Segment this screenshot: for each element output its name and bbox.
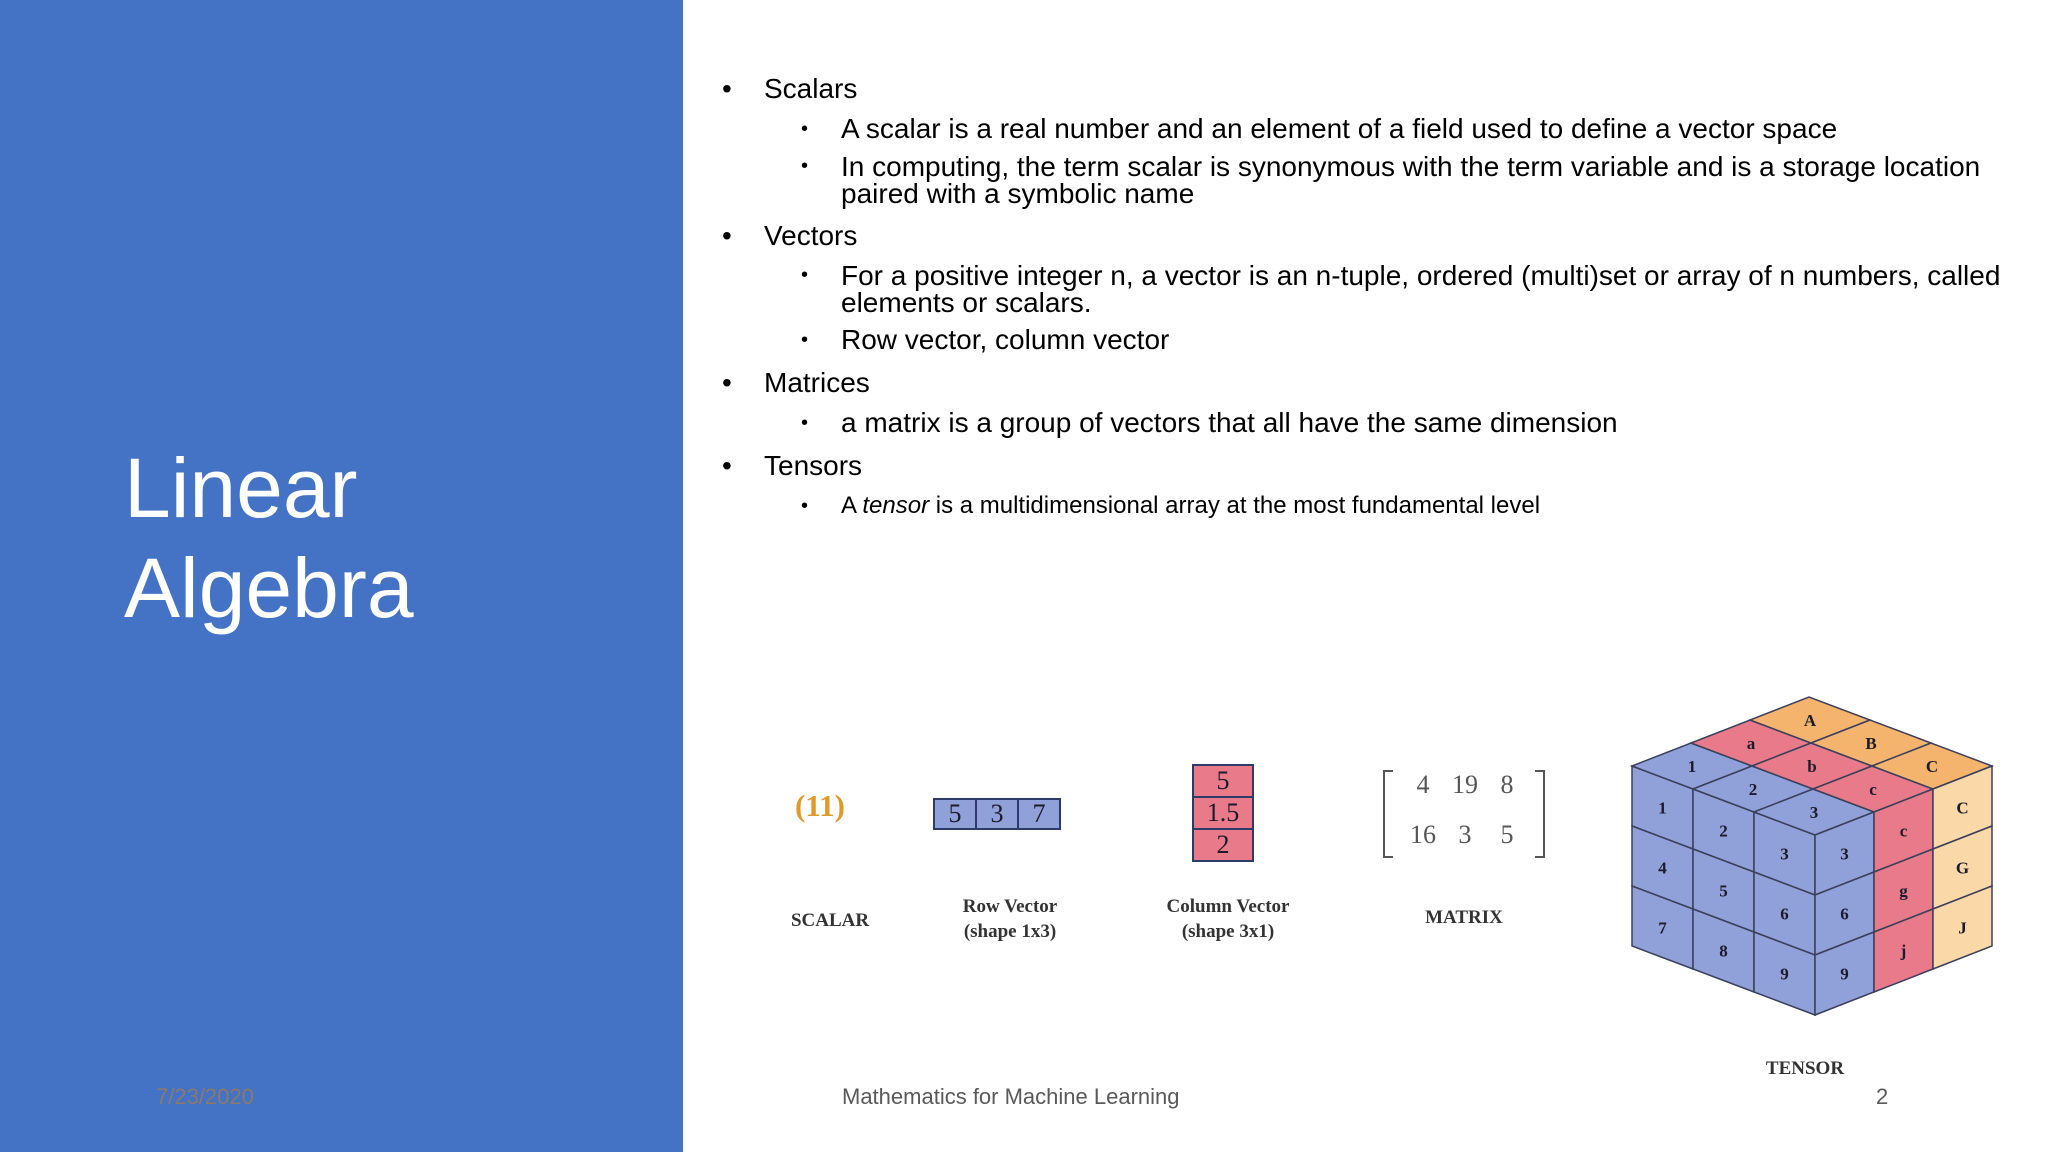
bullet-tensors: • Tensors — [722, 449, 2012, 482]
tensor-cell-label: 7 — [1658, 918, 1667, 938]
sub-bullet-text: A scalar is a real number and an element of a field used to define a vector space — [841, 113, 1838, 144]
tensor-label: TENSOR — [1765, 1058, 1845, 1079]
scalar-value: (11) — [795, 788, 845, 823]
matrix-cell: 16 — [1410, 820, 1436, 849]
sub-bullet-text: In computing, the term scalar is synonymous with the term variable and is a storage location paired with a symbolic name — [841, 151, 1981, 209]
tensor-cell-label: 4 — [1658, 858, 1667, 878]
matrix-label: MATRIX — [1425, 907, 1503, 928]
tensor-cell-label: 6 — [1780, 904, 1789, 924]
matrix-left-bracket — [1383, 770, 1393, 858]
tensor-cell-label: j — [1900, 941, 1907, 961]
tensor-cell-label: B — [1865, 734, 1877, 753]
tensor-cell-label: 9 — [1780, 964, 1789, 984]
tensor-cell-label: 6 — [1840, 904, 1849, 924]
row-vector-cell: 7 — [1019, 800, 1059, 828]
row-vector-label-line2: (shape 1x3) — [963, 921, 1057, 942]
tensor-cell-label: c — [1899, 821, 1908, 841]
matrix — [1383, 770, 1545, 854]
tensor-cell-label: A — [1803, 711, 1817, 730]
tensor-cell-label: J — [1958, 918, 1967, 938]
bullet-list — [722, 72, 2012, 520]
column-vector-cell: 5 — [1194, 766, 1252, 798]
row-vector-label — [935, 894, 1085, 944]
tensor-cell-label: g — [1899, 881, 1908, 901]
matrix-cell: 5 — [1500, 820, 1514, 849]
bullet-scalars: • Scalars — [722, 72, 2012, 105]
tensor-def-italic: tensor — [862, 492, 930, 519]
bullet-vectors: • Vectors — [722, 219, 2012, 252]
matrix-cell: 8 — [1500, 770, 1514, 799]
sub-bullet: • a matrix is a group of vectors that all have the same dimension — [801, 407, 1618, 438]
column-vector-cell: 1.5 — [1194, 798, 1252, 830]
tensor-cell-label: c — [1869, 780, 1877, 799]
title-line-1: Linear — [124, 441, 358, 535]
column-vector-label-line2: (shape 3x1) — [1181, 921, 1275, 942]
tensor-cell-label: G — [1955, 858, 1970, 878]
row-vector-cell: 3 — [977, 800, 1019, 828]
tensor-cell-label: a — [1746, 734, 1756, 753]
footer-title: Mathematics for Machine Learning — [842, 1084, 1180, 1109]
tensor-cell-label: 3 — [1809, 803, 1819, 822]
footer-date: 7/23/2020 — [156, 1084, 254, 1109]
tensor-cell-label: 2 — [1719, 821, 1728, 841]
sub-bullet-text: For a positive integer n, a vector is an n-tuple, ordered (multi)set or array of n numbers, called elements or scalars. — [841, 260, 2001, 318]
column-vector-label-line1: Column Vector — [1166, 896, 1290, 917]
tensor-cell-label: 9 — [1840, 964, 1849, 984]
sub-bullet: • Row vector, column vector — [801, 324, 1170, 355]
tensor-def-after: is a multidimensional array at the most fundamental level — [929, 492, 1541, 519]
tensor-cell-label: 2 — [1748, 780, 1758, 799]
tensor-cell-label: C — [1956, 798, 1969, 818]
tensor-cell-label: 3 — [1780, 844, 1789, 864]
column-vector-cell: 2 — [1194, 830, 1252, 860]
row-vector-label-line1: Row Vector — [962, 896, 1058, 917]
sub-bullet: • A tensor is a multidimensional array at the most fundamental level — [801, 492, 1541, 519]
row-vector-cell: 5 — [935, 800, 977, 828]
title-line-2: Algebra — [124, 541, 414, 635]
tensor-def-before: A — [841, 492, 863, 519]
row-vector — [933, 798, 1061, 830]
matrix-right-bracket — [1535, 770, 1545, 858]
tensor-cell-label: 5 — [1719, 881, 1728, 901]
matrix-cell: 3 — [1458, 820, 1472, 849]
matrix-cell: 19 — [1452, 770, 1478, 799]
tensor-cell-label: 8 — [1719, 941, 1728, 961]
page-number: 2 — [1876, 1084, 1889, 1109]
sub-bullet: • In computing, the term scalar is synonymous with the term variable and is a storage location paired with a symbolic name — [801, 151, 1981, 209]
column-vector-label — [1148, 894, 1308, 944]
tensor-cell-label: 1 — [1687, 757, 1697, 776]
tensor-cell-label: b — [1807, 757, 1817, 776]
matrix-cell: 4 — [1416, 770, 1430, 799]
tensor-cell-label: C — [1925, 757, 1939, 776]
tensor-cube — [1620, 676, 2000, 1036]
sub-bullet: • A scalar is a real number and an element of a field used to define a vector space — [801, 113, 1838, 144]
scalar-label: SCALAR — [790, 910, 870, 931]
column-vector — [1192, 764, 1254, 862]
bullet-matrices: • Matrices — [722, 366, 2012, 399]
sub-bullet: • For a positive integer n, a vector is an n-tuple, ordered (multi)set or array of n numbers, called elements or scalars. — [801, 260, 2001, 318]
slide-title — [124, 438, 644, 638]
sub-bullet-text: a matrix is a group of vectors that all have the same dimension — [841, 407, 1618, 438]
sub-bullet-text: Row vector, column vector — [841, 324, 1170, 355]
tensor-cell-label: 3 — [1840, 844, 1849, 864]
tensor-cell-label: 1 — [1658, 798, 1667, 818]
